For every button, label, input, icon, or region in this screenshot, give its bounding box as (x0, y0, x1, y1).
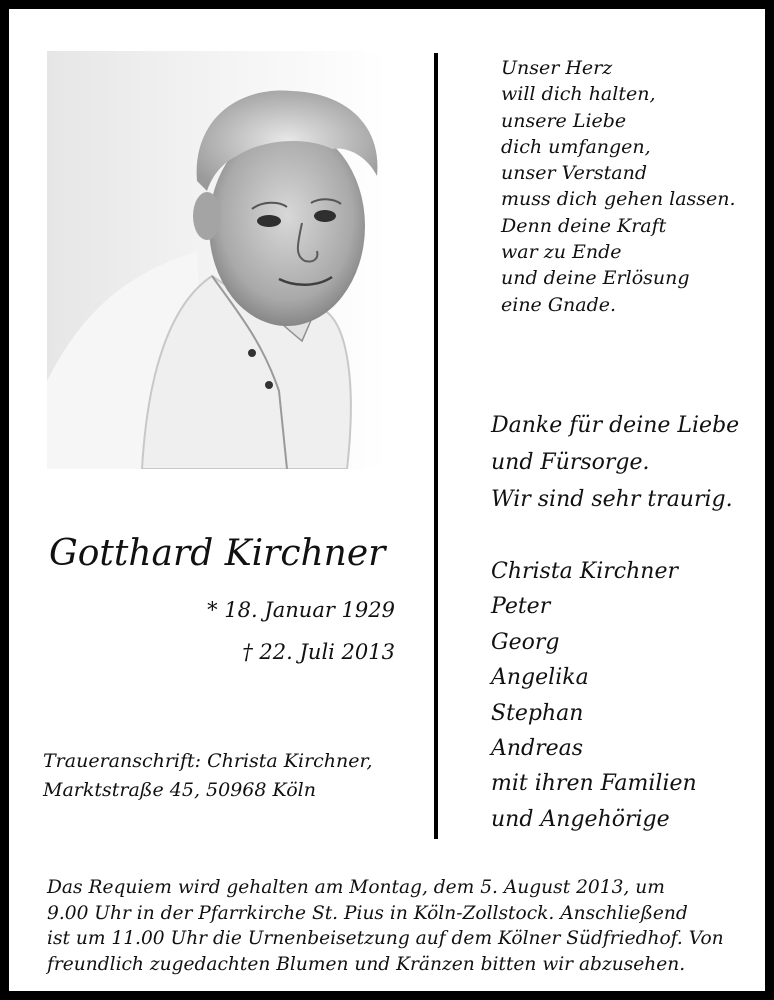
notice-line: Das Requiem wird gehalten am Montag, dem 5. August 2013, um (47, 877, 665, 898)
deceased-name: Gotthard Kirchner (49, 533, 386, 574)
death-date: † 22. Juli 2013 (242, 640, 395, 664)
poem (501, 55, 771, 318)
family-member: Peter (491, 594, 551, 620)
family-member: Christa Kirchner (491, 559, 678, 584)
thanks-line: Danke für deine Liebe (491, 413, 740, 438)
family-member: Stephan (491, 700, 584, 726)
notice-line: ist um 11.00 Uhr die Urnenbeisetzung auf dem Kölner Südfriedhof. Von (47, 928, 724, 949)
poem-line: eine Gnade. (501, 293, 617, 316)
poem-line: Denn deine Kraft (501, 214, 667, 237)
poem-line: Unser Herz (501, 57, 613, 79)
life-dates (109, 589, 395, 673)
portrait-illustration (47, 51, 387, 469)
notice-line: freundlich zugedachten Blumen und Kränzen bitten wir abzusehen. (47, 953, 686, 975)
poem-line: unsere Liebe (501, 109, 627, 132)
thanks-line: Wir sind sehr traurig. (491, 487, 733, 512)
portrait-photo (47, 51, 387, 469)
family-member: Angelika (491, 665, 589, 691)
notice-line: 9.00 Uhr in der Pfarrkirche St. Pius in Köln-Zollstock. Anschließend (47, 902, 688, 924)
birth-date: * 18. Januar 1929 (207, 598, 395, 622)
vertical-divider (434, 53, 438, 839)
address-line: Marktstraße 45, 50968 Köln (43, 779, 316, 801)
poem-line: dich umfangen, (501, 135, 651, 158)
service-notice (47, 875, 747, 977)
family-member: Georg (491, 629, 560, 655)
family-member: mit ihren Familien (491, 771, 697, 797)
poem-line: und deine Erlösung (501, 267, 690, 290)
family-member: und Angehörige (491, 806, 670, 832)
thanks-text (491, 407, 771, 518)
poem-line: muss dich gehen lassen. (501, 188, 736, 211)
thanks-line: und Fürsorge. (491, 450, 650, 475)
family-member: Andreas (491, 736, 584, 762)
mourning-address (43, 747, 433, 805)
address-line: Traueranschrift: Christa Kirchner, (43, 750, 373, 772)
family-list (491, 554, 771, 837)
poem-line: will dich halten, (501, 83, 656, 106)
poem-line: unser Verstand (501, 162, 648, 185)
poem-line: war zu Ende (501, 241, 622, 264)
